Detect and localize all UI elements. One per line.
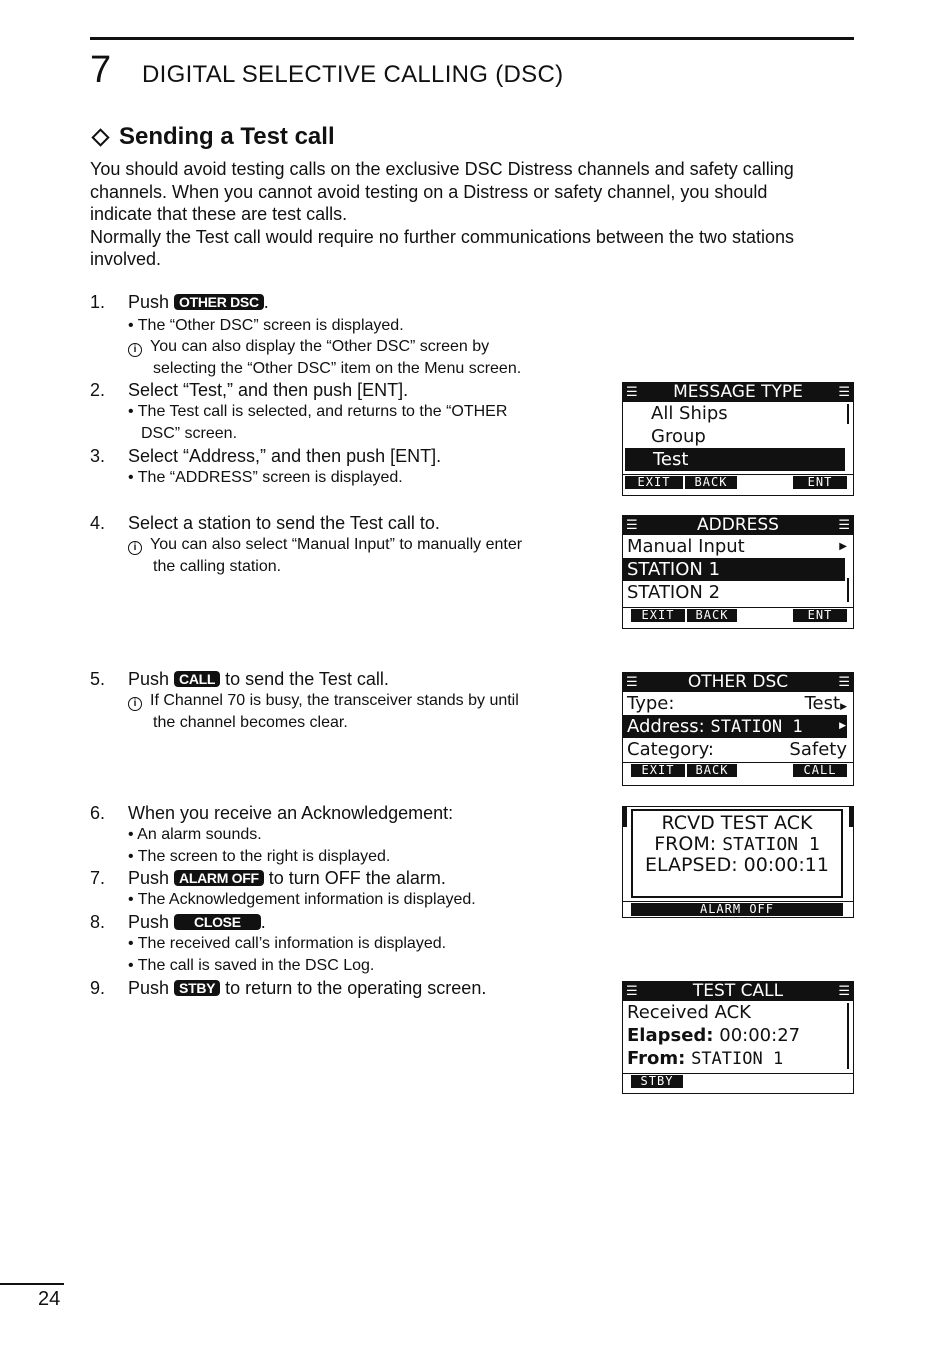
lcd-softkey-bar	[623, 1073, 853, 1090]
lcd-list-item-selected: STATION 1	[623, 558, 845, 581]
stby-key-icon: STBY	[174, 980, 220, 996]
step-instruction: Select “Test,” and then push [ENT].	[128, 380, 409, 400]
section-title-text: Sending a Test call	[119, 123, 335, 150]
menu-icon: ☰	[838, 984, 850, 999]
step-note: i If Channel 70 is busy, the transceiver stands by until the channel becomes clear.	[128, 690, 588, 733]
lcd-address-row-selected: Address: STATION 1 ▶	[623, 715, 847, 738]
intro-line: involved.	[90, 249, 162, 270]
other-dsc-key-icon: OTHER DSC	[174, 294, 264, 310]
arrow-right-icon: ▶	[840, 702, 847, 712]
step-instruction: Push OTHER DSC .	[128, 292, 269, 312]
step-number: 4.	[90, 513, 106, 533]
step-number: 1.	[90, 292, 106, 312]
menu-icon: ☰	[626, 385, 638, 400]
menu-icon: ☰	[626, 984, 638, 999]
menu-icon: ☰	[838, 385, 850, 400]
lcd-softkey-bar	[623, 762, 853, 779]
arrow-right-icon: ▶	[839, 541, 847, 552]
step-number: 2.	[90, 380, 106, 400]
softkey-exit: EXIT	[631, 764, 685, 777]
ack-popup-frame	[631, 809, 843, 898]
step-note: i You can also display the “Other DSC” screen by selecting the “Other DSC” item on the Menu screen.	[128, 336, 588, 379]
lcd-list-item: All Ships	[651, 403, 728, 424]
lcd-from-row: From: STATION 1	[627, 1048, 784, 1069]
step-instruction: Select a station to send the Test call to.	[128, 513, 440, 533]
step-bullet: • The Acknowledgement information is displayed.	[128, 891, 476, 908]
lcd-list-item: STATION 2	[627, 582, 721, 603]
lcd-softkey-bar	[623, 474, 853, 491]
softkey-back: BACK	[685, 476, 737, 489]
step-instruction: Push CALL to send the Test call.	[128, 669, 389, 689]
step-number: 5.	[90, 669, 106, 689]
page-rule	[0, 1283, 64, 1285]
softkey-alarm-off: ALARM OFF	[631, 903, 843, 916]
softkey-back: BACK	[687, 764, 737, 777]
lcd-test-call	[622, 981, 854, 1094]
step-instruction: When you receive an Acknowledgement:	[128, 803, 454, 823]
lcd-title: ☰ MESSAGE TYPE ☰	[623, 383, 853, 402]
softkey-back: BACK	[687, 609, 737, 622]
menu-icon: ☰	[838, 518, 850, 533]
step-instruction: Push STBY to return to the operating screen.	[128, 978, 487, 998]
chapter-number: 7	[90, 49, 112, 91]
step-instruction: Select “Address,” and then push [ENT].	[128, 446, 442, 466]
intro-paragraph	[90, 158, 854, 271]
step-number: 3.	[90, 446, 106, 466]
lcd-category-row: Category: Safety	[627, 739, 847, 760]
step-bullet: • The Test call is selected, and returns to the “OTHER DSC” screen.	[128, 403, 508, 442]
page-number: 24	[38, 1288, 61, 1310]
menu-icon: ☰	[626, 675, 638, 690]
menu-icon: ☰	[838, 675, 850, 690]
lcd-softkey-bar	[623, 607, 853, 624]
info-icon: i	[128, 697, 142, 711]
step-number: 8.	[90, 912, 106, 932]
step-bullet: • The “ADDRESS” screen is displayed.	[128, 469, 403, 486]
step-number: 7.	[90, 868, 106, 888]
scrollbar	[847, 578, 849, 602]
softkey-exit: EXIT	[631, 609, 685, 622]
step-number: 9.	[90, 978, 106, 998]
diamond-icon	[91, 128, 109, 146]
arrow-right-icon: ▶	[839, 721, 846, 731]
softkey-ent: ENT	[793, 476, 847, 489]
scrollbar	[847, 1003, 849, 1069]
intro-line: indicate that these are test calls.	[90, 204, 348, 225]
lcd-list-item: Group	[651, 426, 706, 447]
step-note: i You can also select “Manual Input” to manually enter the calling station.	[128, 534, 588, 577]
lcd-rcvd-test-ack	[622, 806, 854, 918]
lcd-type-row: Type: Test▶	[627, 693, 847, 714]
scrollbar	[847, 404, 849, 424]
intro-line: Normally the Test call would require no further communications between the two stations	[90, 226, 795, 247]
step-number: 6.	[90, 803, 106, 823]
lcd-address	[622, 515, 854, 629]
close-key-icon: CLOSE	[174, 914, 261, 930]
intro-line: channels. When you cannot avoid testing on a Distress or safety channel, you should	[90, 181, 768, 202]
lcd-list-item-selected: Test	[625, 448, 845, 471]
lcd-received-line: Received ACK	[627, 1002, 751, 1023]
step-bullet: • An alarm sounds. • The screen to the right is displayed.	[128, 826, 391, 865]
lcd-title: ☰ TEST CALL ☰	[623, 982, 853, 1001]
call-key-icon: CALL	[174, 671, 220, 687]
alarm-off-key-icon: ALARM OFF	[174, 870, 264, 886]
softkey-call: CALL	[793, 764, 847, 777]
softkey-ent: ENT	[793, 609, 847, 622]
chapter-title: DIGITAL SELECTIVE CALLING (DSC)	[142, 61, 564, 88]
section-title	[90, 122, 335, 152]
softkey-stby: STBY	[631, 1075, 683, 1088]
softkey-exit: EXIT	[625, 476, 683, 489]
info-icon: i	[128, 541, 142, 555]
step-bullet: • The “Other DSC” screen is displayed.	[128, 317, 404, 334]
ack-title: RCVD TEST ACK	[661, 812, 813, 834]
ack-from-line: FROM: STATION 1	[654, 833, 820, 855]
menu-icon: ☰	[626, 518, 638, 533]
lcd-elapsed-row: Elapsed: 00:00:27	[627, 1025, 801, 1046]
step-bullet: • The received call’s information is displayed. • The call is saved in the DSC Log.	[128, 935, 447, 974]
ack-elapsed-line: ELAPSED: 00:00:11	[645, 854, 829, 876]
step-instruction: Push ALARM OFF to turn OFF the alarm.	[128, 868, 446, 888]
lcd-title: ☰ OTHER DSC ☰	[623, 673, 853, 692]
step-instruction: Push CLOSE .	[128, 912, 266, 932]
lcd-other-dsc	[622, 672, 854, 786]
intro-line: You should avoid testing calls on the exclusive DSC Distress channels and safety calling	[90, 159, 794, 179]
lcd-edge-mark	[623, 807, 627, 827]
lcd-softkey-bar	[623, 901, 853, 917]
lcd-list-item: Manual Input ▶	[627, 536, 847, 557]
lcd-title: ☰ ADDRESS ☰	[623, 516, 853, 535]
lcd-message-type	[622, 382, 854, 496]
lcd-edge-mark	[849, 807, 853, 827]
top-rule	[90, 37, 854, 40]
info-icon: i	[128, 343, 142, 357]
